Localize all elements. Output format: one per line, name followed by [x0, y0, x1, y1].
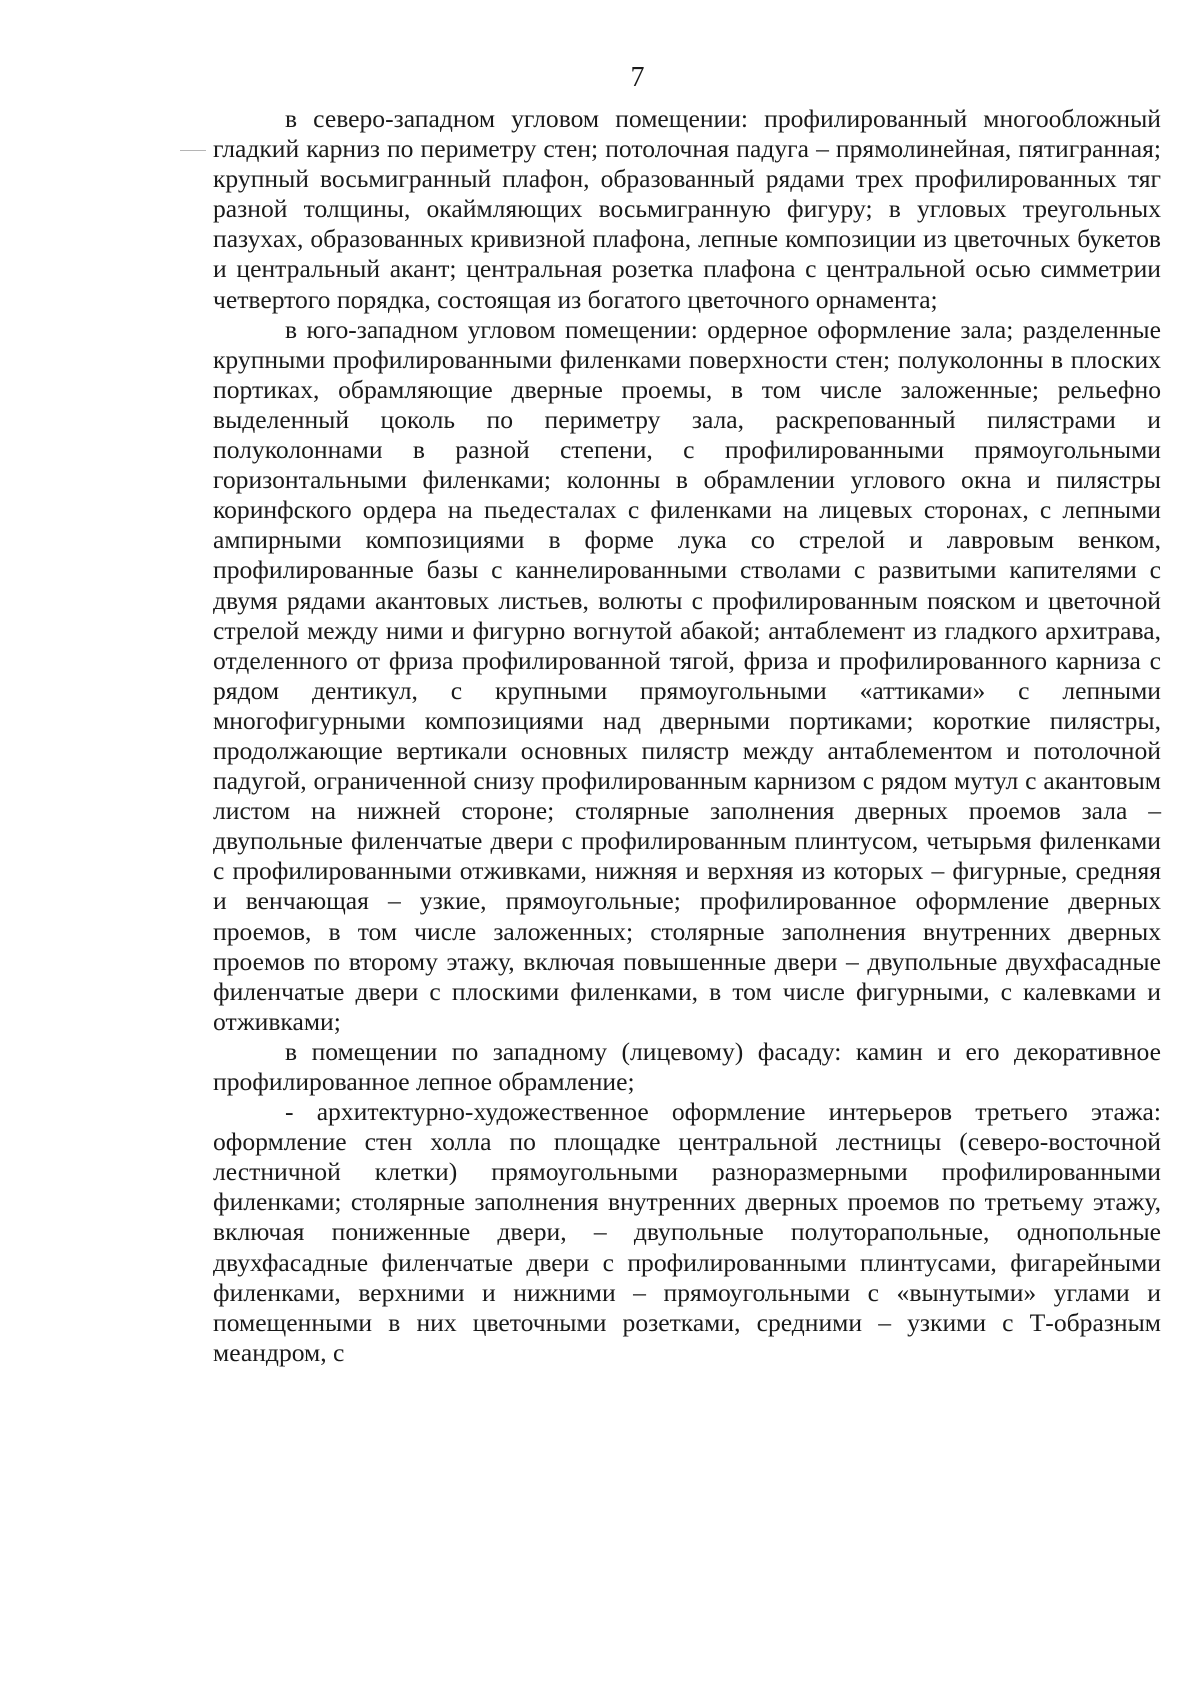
- paragraph-west-facade-room: в помещении по западному (лицевому) фасаду: камин и его декоративное профилированное лепное обрамление;: [213, 1036, 1161, 1096]
- page-number: 7: [630, 62, 645, 93]
- margin-mark: [180, 150, 206, 151]
- paragraph-southwest-room: в юго-западном угловом помещении: ордерное оформление зала; разделенные крупными профилированными филенками поверхности стен; полуколонны в плоских портиках, обрамляющие дверные проемы, в том числе заложенные; рельефно выделенный цоколь по периметру зала, раскрепованный пилястрами и полуколоннами в разной степени, с профилированными прямоугольными горизонтальными филенками; колонны в обрамлении углового окна и пилястры коринфского ордера на пьедесталах с филенками на лицевых сторонах, с лепными ампирными композициями в форме лука со стрелой и лавровым венком, профилированные базы с каннелированными стволами с развитыми капителями с двумя рядами акантовых листьев, волюты с профилированным пояском и цветочной стрелой между ними и фигурно вогнутой абакой; антаблемент из гладкого архитрава, отделенного от фриза профилированной тягой, фриза и профилированного карниза с рядом дентикул, с крупными прямоугольными «аттиками» с лепными многофигурными композициями над дверными портиками; короткие пилястры, продолжающие вертикали основных пилястр между антаблементом и потолочной падугой, ограниченной снизу профилированным карнизом с рядом мутул с акантовым листом на нижней стороне; столярные заполнения дверных проемов зала – двупольные филенчатые двери с профилированным плинтусом, четырьмя филенками с профилированными отживками, нижняя и верхняя из которых – фигурные, средняя и венчающая – узкие, прямоугольные; профилированное оформление дверных проемов, в том числе заложенных; столярные заполнения внутренних дверных проемов по второму этажу, включая повышенные двери – двупольные двухфасадные филенчатые двери с плоскими филенками, в том числе фигурными, с калевками и отживками;: [213, 314, 1161, 1036]
- paragraph-third-floor-interiors: - архитектурно-художественное оформление интерьеров третьего этажа: оформление стен холла по площадке центральной лестницы (северо-восточной лестничной клетки) прямоугольными разноразмерными профилированными филенками; столярные заполнения внутренних дверных проемов по третьему этажу, включая пониженные двери, – двупольные полуторапольные, однопольные двухфасадные филенчатые двери с профилированными плинтусами, фигарейными филенками, верхними и нижними – прямоугольными с «вынутыми» углами и помещенными в них цветочными розетками, средними – узкими с Т-образным меандром, с: [213, 1097, 1161, 1367]
- paragraph-northwest-room: в северо-западном угловом помещении: профилированный многообложный гладкий карниз по периметру стен; потолочная падуга – прямолинейная, пятигранная; крупный восьмигранный плафон, образованный рядами трех профилированных тяг разной толщины, окаймляющих восьмигранную фигуру; в угловых треугольных пазухах, образованных кривизной плафона, лепные композиции из цветочных букетов и центральный акант; центральная розетка плафона с центральной осью симметрии четвертого порядка, состоящая из богатого цветочного орнамента;: [213, 104, 1161, 314]
- document-body: [213, 104, 1161, 1368]
